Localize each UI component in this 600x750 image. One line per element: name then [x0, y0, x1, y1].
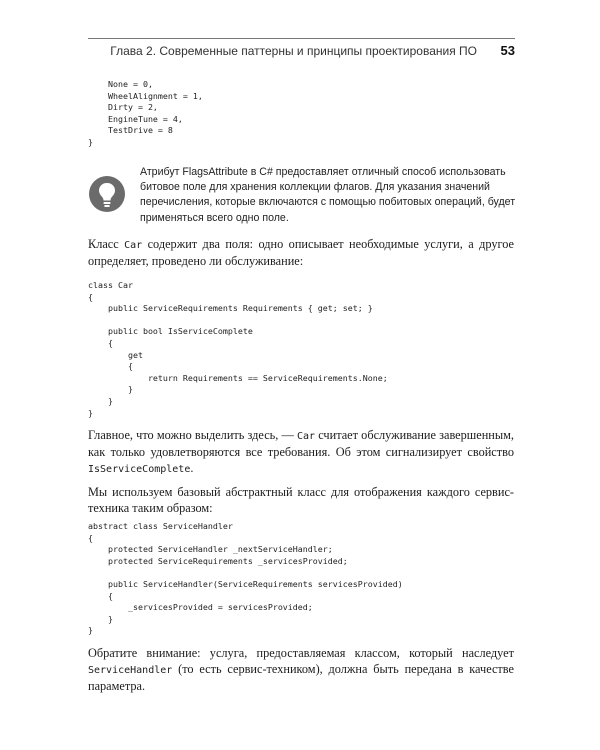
- page-number: 53: [500, 43, 515, 58]
- code-line: {: [88, 291, 93, 302]
- code-line: _servicesProvided = servicesProvided;: [88, 602, 313, 613]
- code-line: }: [88, 136, 93, 147]
- code-line: None = 0,: [88, 79, 153, 89]
- code-line: }: [88, 395, 113, 406]
- code-line: [88, 567, 403, 579]
- inline-code: Car: [124, 240, 143, 251]
- code-line: }: [88, 384, 133, 395]
- code-line: TestDrive = 8: [88, 125, 173, 136]
- code-line: protected ServiceHandler _nextServiceHandler;: [88, 544, 333, 555]
- code-line: {: [88, 337, 113, 348]
- code-line: protected ServiceRequirements _servicesProvided;: [88, 555, 348, 566]
- paragraph-abstract-class: Мы используем базовый абстрактный класс для отображения каждого сервис-техника таким образом:: [88, 485, 514, 515]
- code-line: get: [88, 349, 143, 360]
- code-line: EngineTune = 4,: [88, 113, 183, 124]
- tip-box: [88, 165, 518, 225]
- code-block-servicehandler: [88, 521, 403, 637]
- code-line: abstract class ServiceHandler: [88, 521, 233, 531]
- lightbulb-icon: [88, 175, 126, 213]
- code-line: class Car: [88, 280, 133, 290]
- inline-code: Car: [296, 431, 316, 442]
- chapter-title: Глава 2. Современные паттерны и принципы проектирования ПО: [110, 44, 477, 58]
- code-line: [88, 315, 388, 327]
- tip-text: Атрибут FlagsAttribute в C# предоставляет отличный способ использовать битовое поле для хранения коллекции флагов. Для указания значений перечисления, которые включаются с помощью побитовых операций, будет применяться всего одно поле.: [140, 166, 516, 224]
- code-line: Dirty = 2,: [88, 102, 158, 113]
- code-line: {: [88, 532, 93, 543]
- code-line: {: [88, 590, 113, 601]
- code-block-car: [88, 280, 388, 419]
- code-line: public ServiceRequirements Requirements { get; set; }: [88, 303, 373, 314]
- code-line: WheelAlignment = 1,: [88, 90, 203, 101]
- running-header: [88, 38, 515, 58]
- code-line: }: [88, 625, 93, 636]
- paragraph-car-fields: Класс Car содержит два поля: одно описывает необходимые услуги, а другое определяет, проведено ли обслуживание:: [88, 237, 514, 268]
- code-line: }: [88, 613, 113, 624]
- code-line: {: [88, 361, 133, 372]
- inline-code: IsServiceComplete: [88, 463, 191, 475]
- paragraph-parameter-note: Обратите внимание: услуга, предоставляемая классом, который наследует ServiceHandler (то есть сервис-техником), должна быть передана в качестве параметра.: [88, 646, 514, 693]
- code-line: public bool IsServiceComplete: [88, 326, 253, 337]
- code-line: return Requirements == ServiceRequirements.None;: [88, 372, 388, 383]
- paragraph-service-complete: Главное, что можно выделить здесь, — Car считает обслуживание завершенным, как только удовлетворяются все требования. Об этом сигнализирует свойство IsServiceComplete.: [88, 428, 514, 475]
- code-block-enum: [88, 79, 203, 149]
- code-line: }: [88, 407, 93, 418]
- code-line: public ServiceHandler(ServiceRequirements servicesProvided): [88, 578, 403, 589]
- inline-code: ServiceHandler: [88, 664, 173, 676]
